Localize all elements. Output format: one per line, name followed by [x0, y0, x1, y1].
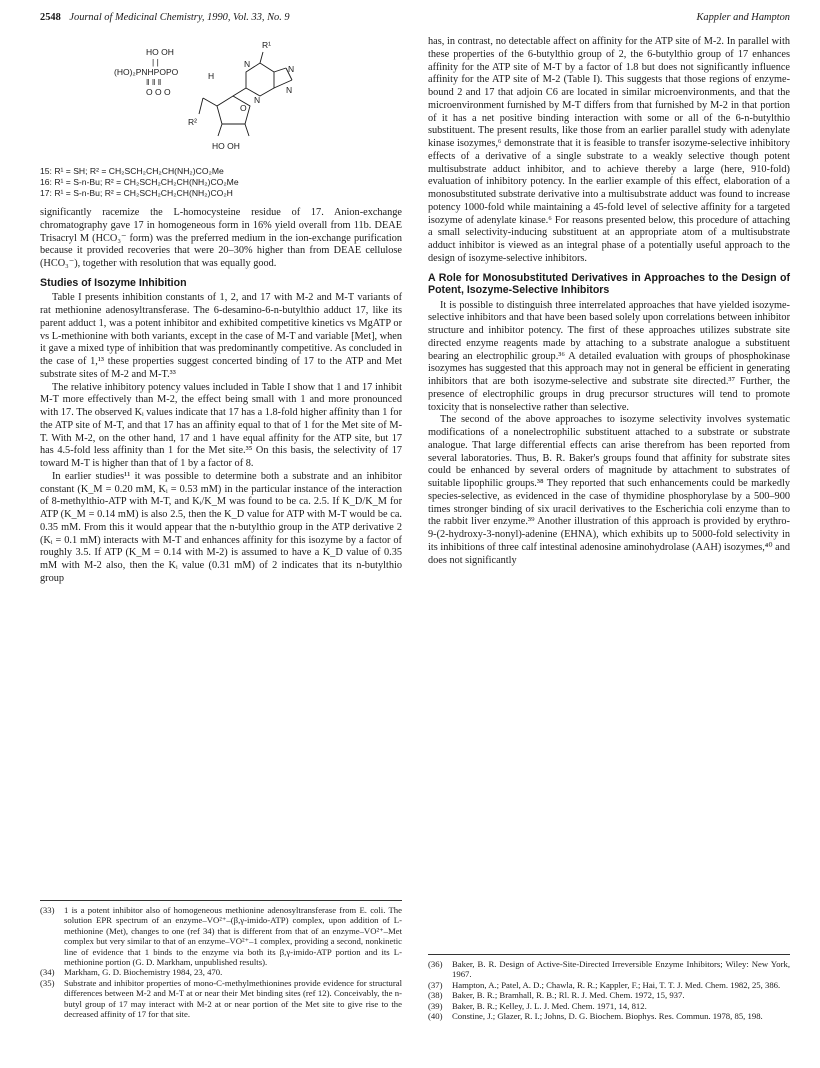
footnote-text: Baker, B. R.; Bramhall, R. B.; Rl. R. J. Med. Chem. 1972, 15, 937.	[452, 990, 685, 1001]
running-authors: Kappler and Hampton	[696, 12, 790, 23]
paragraph: It is possible to distinguish three interrelated approaches that have yielded isozyme-selective inhibitors and that have been based solely upon correlations between inhibitor structure and inhibitor potency. The first of these approaches utilizes substrate site directed enzyme reagents made by attaching to a substrate analogue a substituent bearing an electrophilic group.³⁶ A detailed evaluation with groups of phosphokinase isozymes has suggested that this approach may not in general be efficient in generating inhibitors that are both isozyme-selective and substrate site directed.³⁷ Further, the presence of electrophilic groups in drug precursor structures will tend to promote toxicity that is nonselective rather than selective.	[428, 299, 790, 413]
section-heading: A Role for Monosubstituted Derivatives in Approaches to the Design of Potent, Isozyme-Selective Inhibitors	[428, 271, 790, 296]
footnote-text: Hampton, A.; Patel, A. D.; Chawla, R. R.; Kappler, F.; Hai, T. T. J. Med. Chem. 1982, 25, 386.	[452, 979, 781, 990]
footnote-text: 1 is a potent inhibitor also of homogeneous methionine adenosyltransferase from E. coli. The solution EPR spectrum of an enzyme–VO²⁺–(β,γ-imido-ATP) complex, upon addition of L-methionine (Met), changes to one (ref 34) that is different from that of an enzyme–VO²⁺–Met complex but very similar to that of an enzyme–VO²⁺–1 complex, providing a second, nonkinetic line of evidence that 1 binds to the enzyme via both its β,γ-imido-ATP portion and its L-methionine portion (G. D. Markham, unpublished results).	[64, 905, 402, 968]
footnote	[40, 967, 402, 977]
r1-label: R¹	[262, 40, 271, 50]
oxygen-row: O O O	[146, 87, 171, 97]
footnote-text: Substrate and inhibitor properties of mono-C-methylmethionines provide evidence for structural differences between M-2 and M-T at or near their Met binding sites (ref 12). Conceivably, the n-butyl group of 17 may interact with M-2 at or near portion of the Met site to give rise to the decreased affinity of 17 for that site.	[64, 977, 402, 1020]
chemical-structure	[40, 36, 402, 166]
footnotes-right	[428, 954, 790, 1021]
legend-item: 17: R¹ = S-n-Bu; R² = CH₂SCH₂CH₂CH(NH₂)CO₂H	[40, 188, 233, 198]
footnote-text: Baker, B. R.; Kelley, J. L. J. Med. Chem. 1971, 14, 812.	[452, 1000, 647, 1011]
phosphate-chain: (HO)₂PNHPOPO	[114, 67, 179, 77]
legend-item: 16: R¹ = S-n-Bu; R² = CH₂SCH₂CH₂CH(NH₂)CO₂Me	[40, 177, 239, 187]
paragraph: Table I presents inhibition constants of 1, 2, and 17 with M-2 and M-T variants of rat methionine adenosyltransferase. The 6-desamino-6-n-butylthio adduct 17, like its parent adduct 1, was a potent inhibitor and exhibited competitive kinetics vs MgATP or vs L-methionine with both variants, except in the case of M-T and variable [Met], when it gave a mixed type of inhibition that was predominantly competitive. As concluded in the case of 1,¹³ these properties suggest concerted binding of 17 to the ATP and Met substrate sites of M-2 and M-T.³³	[40, 292, 402, 380]
footnote	[40, 978, 402, 1020]
legend-item: 15: R¹ = SH; R² = CH₂SCH₂CH₂CH(NH₂)CO₂Me	[40, 166, 224, 176]
footnote-number: (34)	[40, 967, 55, 978]
footnote-text: Baker, B. R. Design of Active-Site-Directed Irreversible Enzyme Inhibitors; Wiley: New York, 1967.	[452, 959, 790, 980]
ho-oh-top: HO OH	[146, 47, 174, 57]
h-label: H	[208, 71, 215, 81]
left-column	[40, 36, 402, 586]
n-label-3: N	[286, 85, 293, 95]
footnote-number: (37)	[428, 979, 443, 990]
page-number: 2548	[40, 12, 61, 23]
footnote-rule	[40, 900, 402, 901]
r2-label: R²	[188, 117, 197, 127]
bond-bars-top: | |	[152, 57, 159, 67]
footnote-number: (35)	[40, 977, 55, 988]
paragraph: In earlier studies¹¹ it was possible to determine both a substrate and an inhibitor constant (K_M = 0.20 mM, Kᵢ = 0.53 mM) in the particular instance of the interaction of 8-methylthio-ATP with M-T, and Kᵢ/K_M was found to be ca. 2.5. If K_D/K_M for ATP (K_M = 0.14 mM) is also 2.5, then the K_D value for ATP with M-T would be ca. 0.35 mM. From this it would appear that the n-butylthio group in the ATP derivative 2 (Kᵢ = 0.1 mM) interacts with M-T and enhances affinity for this isozyme by a factor of roughly 3.5. If ATP (K_M = 0.14 with M-2) is assumed to have a K_D value of 0.35 mM with M-2 also, then the Kᵢ value (0.31 mM) of 2 indicates that its n-butylthio group	[40, 470, 402, 584]
footnote	[428, 1011, 790, 1021]
right-column	[428, 36, 790, 567]
footnote-text: Markham, G. D. Biochemistry 1984, 23, 470.	[64, 967, 223, 978]
footnote-text: Constine, J.; Glazer, R. I.; Johns, D. G. Biochem. Biophys. Res. Commun. 1978, 85, 198.	[452, 1011, 763, 1022]
n-label-2: N	[288, 64, 295, 74]
paragraph: has, in contrast, no detectable affect on affinity for the ATP site of M-2. In parallel with these properties of the 6-butylthio group of 2, the 6-butylthio group of 17 enhances affinity for the ATP site of M-T by a factor of 1.8 but does not significantly influence affinity for the ATP site of M-2 (Table I). This suggests that those regions of enzyme-bound 2 and 17 that adjoin C6 are located in similar microenvironments, and that the microenvironment furnished by M-T differs from that furnished by M-2 in that portion of it has a net positive binding interaction with some or all of the 6-n-butylthio substituent. The present results, like those from an earlier parallel study with adenylate kinase isozymes,⁶ demonstrate that it is feasible to transfer isozyme-selective inhibitory effects of a derivative of a single substrate to a weakly selective though potent multisubstrate adduct inhibitor, and to achieve thereby a large (here, 910-fold) evaluation of inhibitory potency. In the earlier example of this effect, elaboration of a monosubstituted substrate derivative into a multisubstrate adduct was found to increase potency 1000-fold while maintaining a 45-fold level of selective affinity for a targeted isozyme of adenylate kinase.⁶ For reasons presented below, this procedure of attaching a small selectivity-inducing substituent at an appropriate atom of a multisubstrate adduct inhibitor is viewed as an integral phase of a potentially useful approach to the design of isozyme-selective inhibitors.	[428, 36, 790, 264]
compound-legend	[40, 166, 402, 199]
footnote-number: (33)	[40, 905, 55, 915]
footnote-rule	[428, 954, 790, 955]
footnote-number: (40)	[428, 1011, 443, 1022]
n-label-4: N	[254, 95, 261, 105]
ring-oxygen-label: O	[240, 103, 247, 113]
journal-citation: Journal of Medicinal Chemistry, 1990, Vol. 33, No. 9	[69, 12, 290, 23]
footnote	[40, 905, 402, 967]
footnote-number: (39)	[428, 1000, 443, 1011]
footnotes-left	[40, 900, 402, 1019]
footnote	[428, 1001, 790, 1011]
bond-bars-bottom: ‖ ‖ ‖	[146, 77, 162, 87]
footnote-number: (36)	[428, 959, 443, 969]
footnote-number: (38)	[428, 990, 443, 1001]
paragraph: The second of the above approaches to isozyme selectivity involves systematic modifications of a nonelectrophilic substituent attached to a substrate or substrate analogue. That large differential effects can arise therefrom has been reported from several laboratories. Thus, B. R. Baker's groups found that affinity for substrate sites could be enhanced by several orders of magnitude by attachment to substrates of suitable lipophilic groups.³⁸ They reported that such enhancements could be markedly species-selective, as evidenced in the case of thymidine phosphorylase by a 500–900 times stronger binding of six uracil derivatives to the Escherichia coli enzyme than to the rabbit liver enzyme.³⁹ Another illustration of this approach is provided by erythro-9-(2-hydroxy-3-nonyl)-adenine (EHNA), which exhibits up to 5000-fold selectivity in its inhibitions of three calf intestinal adenosine aminohydrolase (AAH) isozymes,⁴⁰ and does not significantly	[428, 414, 790, 566]
footnote	[428, 990, 790, 1000]
ho-oh-bottom: HO OH	[212, 141, 240, 151]
footnote	[428, 980, 790, 990]
section-heading: Studies of Isozyme Inhibition	[40, 276, 187, 289]
n-label-1: N	[244, 59, 251, 69]
paragraph: The relative inhibitory potency values included in Table I show that 1 and 17 inhibit M-T more effectively than M-2, the effect being small with 1 and more pronounced with 17. The observed Kᵢ values indicate that 17 has a 1.8-fold higher affinity than 1 for the ATP site of M-T, and that 17 has an affinity equal to that of 1 for the Met site of M-T. With M-2, on the other hand, 17 and 1 have equal affinity for the ATP site, but 17 has 4.5-fold less affinity than 1 for the Met site.³⁵ On this basis, the selectivity of 17 toward M-T is higher than that of 1 by a factor of 8.	[40, 381, 402, 469]
paragraph: significantly racemize the L-homocysteine residue of 17. Anion-exchange chromatography gave 17 in homogeneous form in 16% yield overall from 11b. DEAE Trisacryl M (HCO₃⁻ form) was the preferred medium in the ion-exchange purification because it provided recoveries that were 20–30% higher than from DEAE cellulose (HCO₃⁻), together with resolution that was equally good.	[40, 207, 402, 269]
footnote	[428, 959, 790, 980]
running-header	[40, 12, 790, 30]
